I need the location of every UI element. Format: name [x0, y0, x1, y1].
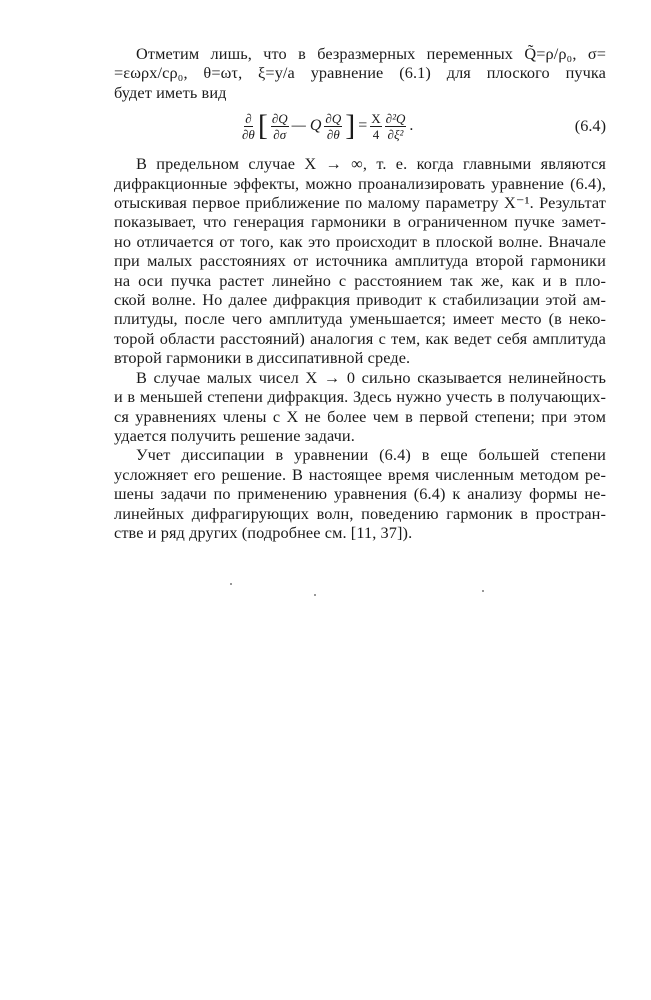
- text-line: стве и ряд других (подробнее см. [11, 37]).: [114, 522, 413, 542]
- fraction-d-dtheta: [242, 111, 255, 142]
- denominator: ∂ξ²: [387, 126, 404, 142]
- fraction-chi-4: [370, 111, 381, 142]
- denominator: ∂θ: [242, 126, 255, 142]
- text-line: =εωρx/cρ₀, θ=ωτ, ξ=y/a уравнение (6.1) для плоского пучка: [114, 63, 606, 83]
- text-line: торой области расстояний) аналогия с тем, как ведет себя амплитуда: [114, 328, 606, 348]
- fraction-dQ-dsigma: [271, 111, 289, 142]
- equation-period: .: [409, 117, 414, 135]
- scan-speck: [482, 590, 484, 592]
- equation-6-4: [114, 104, 606, 148]
- numerator: Χ: [371, 110, 381, 126]
- equation-body: [242, 104, 413, 148]
- minus-q: — Q: [291, 117, 322, 135]
- numerator: ∂Q: [271, 110, 288, 126]
- text-line: удается получить решение задачи.: [114, 425, 355, 445]
- numerator: ∂Q: [325, 110, 342, 126]
- text-line: шены задачи по применению уравнения (6.4) к анализу формы не-: [114, 484, 606, 504]
- text-line: и в меньшей степени дифракция. Здесь нужно учесть в получающих-: [114, 387, 606, 407]
- bracket-open: [: [257, 109, 268, 143]
- denominator: ∂θ: [326, 126, 340, 142]
- paragraph-2: [114, 154, 606, 367]
- equals-sign: =: [358, 117, 368, 135]
- text-line: ся уравнениях члены с Χ не более чем в первой степени; при этом: [114, 406, 606, 426]
- text-line: линейных дифрагирующих волн, поведению гармоник в простран-: [114, 503, 606, 523]
- text-line: Учет диссипации в уравнении (6.4) в еще большей степени: [136, 445, 606, 465]
- bracket-close: ]: [345, 109, 356, 143]
- text-line: второй гармоники в диссипативной среде.: [114, 348, 411, 368]
- numerator: ∂: [245, 110, 252, 126]
- paragraph-3: [114, 368, 606, 446]
- denominator: ∂σ: [273, 126, 287, 142]
- text-line: на оси пучка растет линейно с расстоянием так же, как и в пло-: [114, 270, 606, 290]
- text-line: усложняет его решение. В настоящее время численным методом ре-: [114, 464, 606, 484]
- numerator: ∂²Q: [385, 110, 406, 126]
- text-line: при малых расстояниях от источника амплитуда второй гармоники: [114, 251, 606, 271]
- text-line: Отметим лишь, что в безразмерных переменных Q̃=ρ/ρ₀, σ=: [136, 44, 606, 63]
- text-line: дифракционные эффекты, можно проанализировать уравнение (6.4),: [114, 173, 606, 193]
- text-line: отыскивая первое приближение по малому параметру Χ⁻¹. Результат: [114, 193, 606, 213]
- paragraph-1: [114, 44, 606, 102]
- fraction-dQ-dtheta: [324, 111, 342, 142]
- fraction-d2Q-dxi2: [385, 111, 407, 142]
- denominator: 4: [372, 126, 380, 142]
- scan-speck: [230, 583, 232, 585]
- paragraph-4: [114, 445, 606, 542]
- text-line: будет иметь вид: [114, 82, 227, 102]
- page-text: [114, 44, 606, 542]
- text-line: В случае малых чисел Χ → 0 сильно сказывается нелинейность: [136, 367, 606, 387]
- equation-number: (6.4): [574, 116, 606, 136]
- text-line: показывает, что генерация гармоники в ограниченном пучке замет-: [114, 212, 606, 232]
- text-line: но отличается от того, как это происходит в плоской волне. Вначале: [114, 231, 606, 251]
- text-line: плитуды, после чего амплитуда уменьшается; имеет место (в неко-: [114, 309, 606, 329]
- text-line: В предельном случае Χ → ∞, т. е. когда главными являются: [136, 154, 606, 174]
- text-line: ской волне. Но далее дифракция приводит к стабилизации этой ам-: [114, 290, 606, 310]
- scan-speck: [314, 594, 316, 596]
